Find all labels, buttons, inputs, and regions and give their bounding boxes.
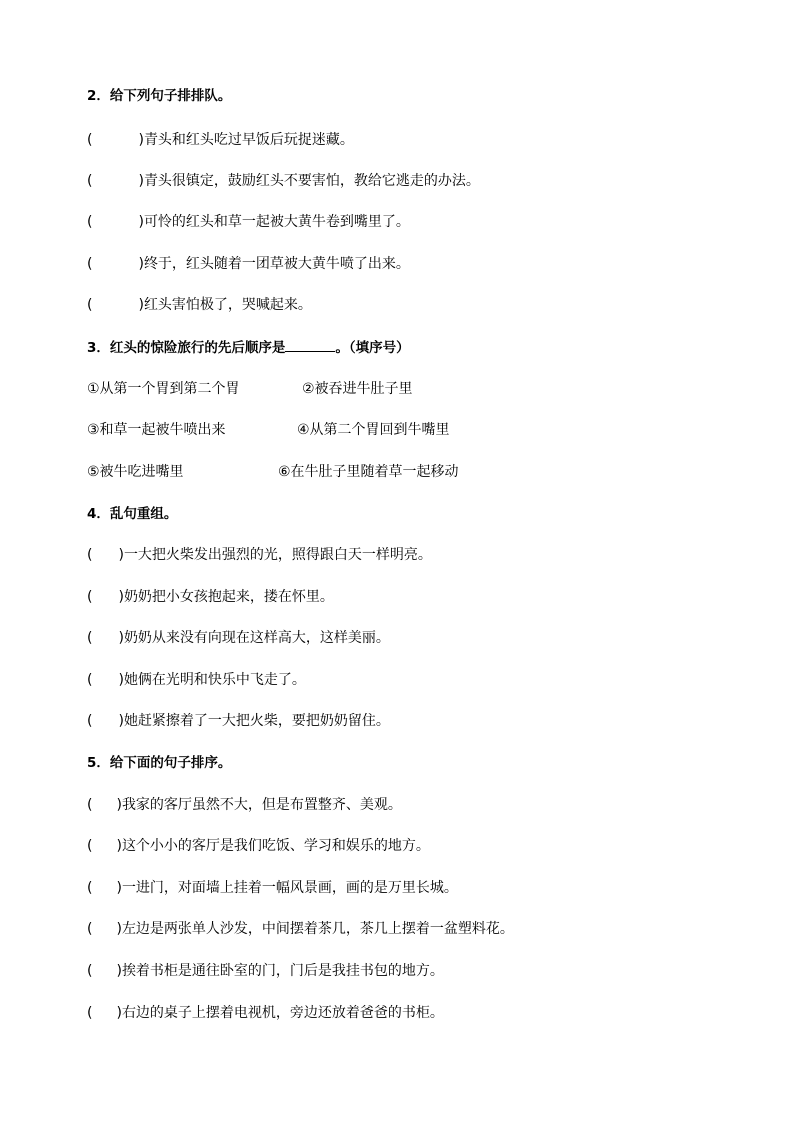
close-paren: ) (138, 214, 144, 230)
sentence-text: 奶奶把小女孩抱起来，搂在怀里。 (123, 589, 334, 605)
sentence-text: 她赶紧擦着了一大把火柴，要把奶奶留住。 (123, 713, 390, 729)
open-paren: ( (87, 713, 93, 729)
sentence-text: 一进门，对面墙上挂着一幅风景画，画的是万里长城。 (121, 880, 458, 896)
q3-option-6: ⑥在牛肚子里随着草一起移动 (278, 464, 459, 480)
q3-option-1: ①从第一个胃到第二个胃 (87, 381, 240, 397)
sentence-text: 左边是两张单人沙发，中间摆着茶几，茶几上摆着一盆塑料花。 (121, 921, 514, 937)
q4-item-2 (87, 587, 334, 607)
answer-blank[interactable] (285, 337, 335, 352)
close-paren: ) (138, 132, 144, 148)
open-paren: ( (87, 297, 93, 313)
open-paren: ( (87, 1005, 93, 1021)
q4-item-3 (87, 628, 390, 648)
close-paren: ) (118, 713, 124, 729)
q4-item-4 (87, 670, 306, 690)
sentence-text: 奶奶从来没有向现在这样高大，这样美丽。 (123, 630, 390, 646)
sentence-text: 红头害怕极了，哭喊起来。 (143, 297, 312, 313)
sentence-text: 青头很镇定，鼓励红头不要害怕，教给它逃走的办法。 (143, 173, 480, 189)
open-paren: ( (87, 256, 93, 272)
q3-option-4: ④从第二个胃回到牛嘴里 (297, 422, 450, 438)
q5-item-1 (87, 795, 402, 815)
open-paren: ( (87, 173, 93, 189)
close-paren: ) (118, 589, 124, 605)
close-paren: ) (138, 297, 144, 313)
sentence-text: 挨着书柜是通往卧室的门，门后是我挂书包的地方。 (121, 963, 444, 979)
open-paren: ( (87, 214, 93, 230)
close-paren: ) (118, 672, 124, 688)
close-paren: ) (116, 880, 122, 896)
close-paren: ) (116, 963, 122, 979)
open-paren: ( (87, 921, 93, 937)
q4-item-5 (87, 711, 390, 731)
sentence-text: 一大把火柴发出强烈的光，照得跟白天一样明亮。 (123, 547, 432, 563)
sentence-text: 我家的客厅虽然不大，但是布置整齐、美观。 (121, 797, 402, 813)
close-paren: ) (116, 797, 122, 813)
close-paren: ) (116, 1005, 122, 1021)
open-paren: ( (87, 880, 93, 896)
question-2-heading: 2．给下列句子排排队。 (87, 88, 232, 104)
q5-item-4 (87, 919, 514, 939)
q2-item-2 (87, 171, 480, 191)
q3-option-3: ③和草一起被牛喷出来 (87, 422, 226, 438)
q5-item-2 (87, 836, 430, 856)
q2-item-4 (87, 254, 410, 274)
q4-item-1 (87, 545, 432, 565)
open-paren: ( (87, 589, 93, 605)
close-paren: ) (118, 630, 124, 646)
sentence-text: 这个小小的客厅是我们吃饭、学习和娱乐的地方。 (121, 838, 430, 854)
close-paren: ) (116, 838, 122, 854)
open-paren: ( (87, 797, 93, 813)
open-paren: ( (87, 630, 93, 646)
question-3-heading-suffix: 。（填序号） (335, 340, 410, 356)
close-paren: ) (138, 256, 144, 272)
question-5-heading: 5．给下面的句子排序。 (87, 755, 232, 771)
q2-item-1 (87, 130, 354, 150)
question-3-heading (87, 337, 410, 358)
q5-item-5 (87, 961, 444, 981)
sentence-text: 可怜的红头和草一起被大黄牛卷到嘴里了。 (143, 214, 410, 230)
sentence-text: 青头和红头吃过早饭后玩捉迷藏。 (143, 132, 354, 148)
q3-option-5: ⑤被牛吃进嘴里 (87, 464, 184, 480)
q5-item-3 (87, 878, 458, 898)
open-paren: ( (87, 547, 93, 563)
sentence-text: 右边的桌子上摆着电视机，旁边还放着爸爸的书柜。 (121, 1005, 444, 1021)
close-paren: ) (116, 921, 122, 937)
open-paren: ( (87, 672, 93, 688)
open-paren: ( (87, 132, 93, 148)
q5-item-6 (87, 1003, 444, 1023)
open-paren: ( (87, 963, 93, 979)
q3-option-2: ②被吞进牛肚子里 (302, 381, 413, 397)
close-paren: ) (138, 173, 144, 189)
q2-item-3 (87, 212, 410, 232)
question-4-heading: 4．乱句重组。 (87, 506, 178, 522)
open-paren: ( (87, 838, 93, 854)
sentence-text: 她俩在光明和快乐中飞走了。 (123, 672, 306, 688)
q2-item-5 (87, 295, 312, 315)
sentence-text: 终于，红头随着一团草被大黄牛喷了出来。 (143, 256, 410, 272)
close-paren: ) (118, 547, 124, 563)
question-3-heading-text: 3．红头的惊险旅行的先后顺序是 (87, 340, 286, 356)
